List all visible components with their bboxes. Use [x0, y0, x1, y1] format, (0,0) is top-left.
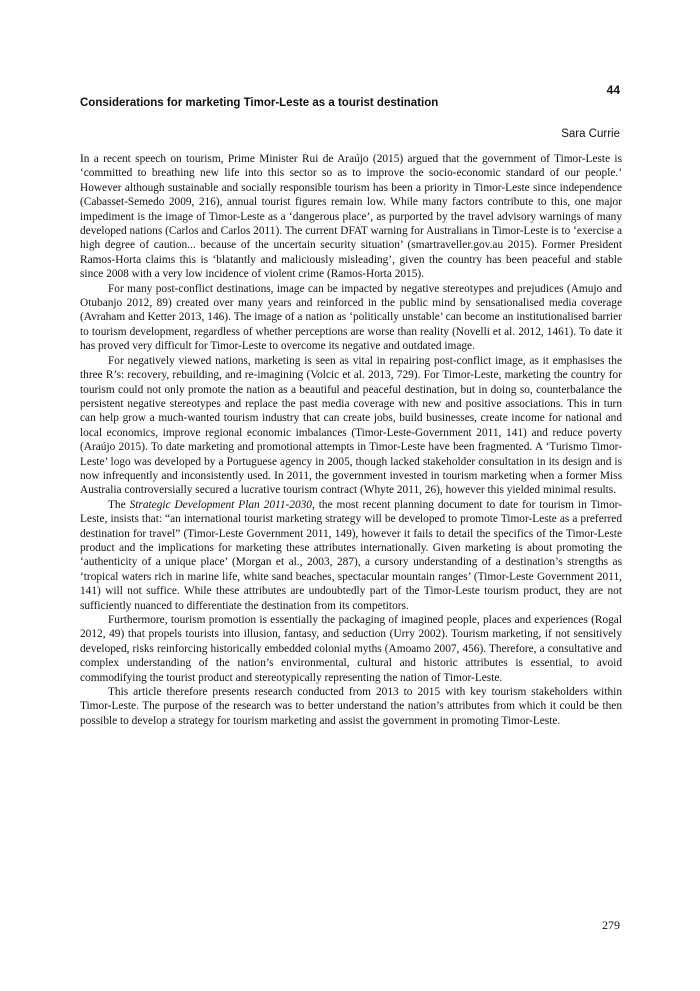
article-body [80, 152, 622, 728]
paragraph-text: For many post-conflict destinations, image can be impacted by negative stereotypes and prejudices (Amujo and Otubanjo 2012, 89) created over many years and reinforced in the public mind by sensationalised media coverage (Avraham and Ketter 2013, 146). The image of a nation as ‘politically unstable’ can become an institutionalised barrier to tourism development, regardless of whether perceptions are worse than reality (Novelli et al. 2012, 1461). To date it has proved very difficult for Timor-Leste to overcome its negative and outdated image. [80, 282, 622, 353]
paragraph [80, 282, 622, 354]
paragraph-text: For negatively viewed nations, marketing is seen as vital in repairing post-conflict image, as it emphasises the three R’s: recovery, rebuilding, and re-imagining (Volcic et al. 2013, 729). For Timor-Leste, marketing the country for tourism could not only promote the nation as a beautiful and peaceful destination, but in doing so, counterbalance the persistent negative stereotypes and replace the past media coverage with new and positive associations. This in turn can help grow a much-wanted tourism industry that can create jobs, build businesses, create income for national and local economics, improve regional economic imbalances (Timor-Leste-Government 2011, 141) and reduce poverty (Araújo 2015). To date marketing and promotional attempts in Timor-Leste have been fragmented. A ‘Turismo Timor-Leste’ logo was developed by a Portuguese agency in 2005, though lacked stakeholder consultation in its design and is now infrequently and inconsistently used. In 2011, the government invested in tourism marketing when a former Miss Australia controversially secured a lucrative tourism contract (Whyte 2011, 26), however this yielded minimal results. [80, 354, 622, 497]
chapter-number: 44 [606, 83, 620, 97]
paragraph [80, 498, 622, 613]
paragraph [80, 685, 622, 728]
paragraph [80, 354, 622, 498]
paragraph-text: This article therefore presents research conducted from 2013 to 2015 with key tourism stakeholders within Timor-Leste. The purpose of the research was to better understand the nation’s attributes from which it could be then possible to develop a strategy for tourism marketing and assist the government in promoting Timor-Leste. [80, 686, 622, 727]
page-number: 279 [602, 918, 620, 932]
document-title-italic: Strategic Development Plan 2011-2030 [129, 498, 312, 511]
paragraph [80, 613, 622, 685]
paragraph-text: , the most recent planning document to date for tourism in Timor-Leste, insists that: “an international tourist marketing strategy will be developed to promote Timor-Leste as a preferred destination for travel” (Timor-Leste Government 2011, 149), however it fails to detail the specifics of the Timor-Leste product and the implications for marketing these attributes internationally. Given marketing is about promoting the ‘authenticity of a unique place’ (Morgan et al., 2003, 287), a cursory understanding of a destination’s strengths as ‘tropical waters rich in marine life, white sand beaches, spectacular mountain ranges’ (Timor-Leste Government 2011, 141) will not suffice. While these attributes are undoubtedly part of the Timor-Leste tourism product, they are not sufficiently nuanced to differentiate the destination from its competitors. [80, 498, 622, 612]
paragraph-text: Furthermore, tourism promotion is essentially the packaging of imagined people, places and experiences (Rogal 2012, 49) that propels tourists into illusion, fantasy, and seduction (Urry 2002). Tourism marketing, if not sensitively developed, risks reinforcing historically embedded colonial myths (Amoamo 2007, 456). Therefore, a consultative and complex understanding of the nation’s environmental, cultural and historic attributes is essential, to avoid commodifying the tourist product and stereotypically representing the nation of Timor-Leste. [80, 614, 622, 684]
paragraph [80, 152, 622, 282]
article-title: Considerations for marketing Timor-Leste as a tourist destination [80, 97, 439, 109]
author-name: Sara Currie [561, 128, 620, 140]
paragraph-text: The [108, 498, 130, 511]
paragraph-text: In a recent speech on tourism, Prime Minister Rui de Araújo (2015) argued that the government of Timor-Leste is ‘committed to breathing new life into this sector so as to improve the socio-economic standard of our people.’ However although sustainable and socially responsible tourism has been a priority in Timor-Leste since independence (Cabasset-Semedo 2009, 216), annual tourist figures remain low. While many factors contribute to this, one major impediment is the image of Timor-Leste as a ‘dangerous place’, as purported by the travel advisory warnings of many developed nations (Carlos and Carlos 2011). The current DFAT warning for Australians in Timor-Leste is to ‘exercise a high degree of caution... because of the uncertain security situation’ (smartraveller.gov.au 2015). Former President Ramos-Horta claims this is ‘blatantly and maliciously misleading’, given the country has been peaceful and stable since 2008 with a very low incidence of violent crime (Ramos-Horta 2015). [80, 153, 622, 281]
